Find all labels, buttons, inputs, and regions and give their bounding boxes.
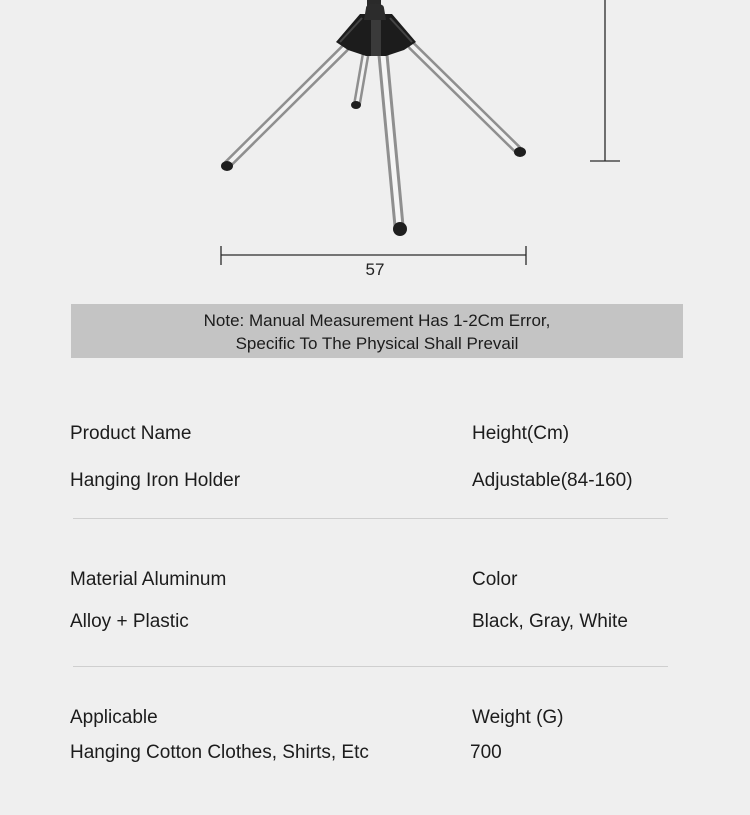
measurement-note <box>71 304 683 358</box>
spec-value-weight: 700 <box>470 742 502 763</box>
spec-value-product-name: Hanging Iron Holder <box>70 470 241 491</box>
tripod-hub <box>336 4 416 57</box>
spec-value-height: Adjustable(84-160) <box>472 470 633 491</box>
spec-label-material: Material Aluminum <box>70 569 227 590</box>
spec-label-color: Color <box>472 569 518 590</box>
spec-label-height: Height(Cm) <box>472 423 570 444</box>
note-line-1: Note: Manual Measurement Has 1-2Cm Error, <box>203 311 551 330</box>
note-line-2: Specific To The Physical Shall Prevail <box>235 334 519 353</box>
tripod-stand-icon <box>0 0 750 290</box>
spec-divider <box>73 518 668 519</box>
spec-label-applicable: Applicable <box>70 707 158 728</box>
spec-value-applicable: Hanging Cotton Clothes, Shirts, Etc <box>70 742 369 763</box>
spec-label-weight: Weight (G) <box>472 707 564 728</box>
spec-divider <box>73 666 668 667</box>
spec-label-product-name: Product Name <box>70 423 192 444</box>
width-dimension-label: 57 <box>365 260 385 279</box>
spec-value-material: Alloy + Plastic <box>70 611 189 632</box>
spec-value-color: Black, Gray, White <box>472 611 628 632</box>
tripod-legs <box>228 46 518 226</box>
height-dimension-line <box>590 0 620 161</box>
